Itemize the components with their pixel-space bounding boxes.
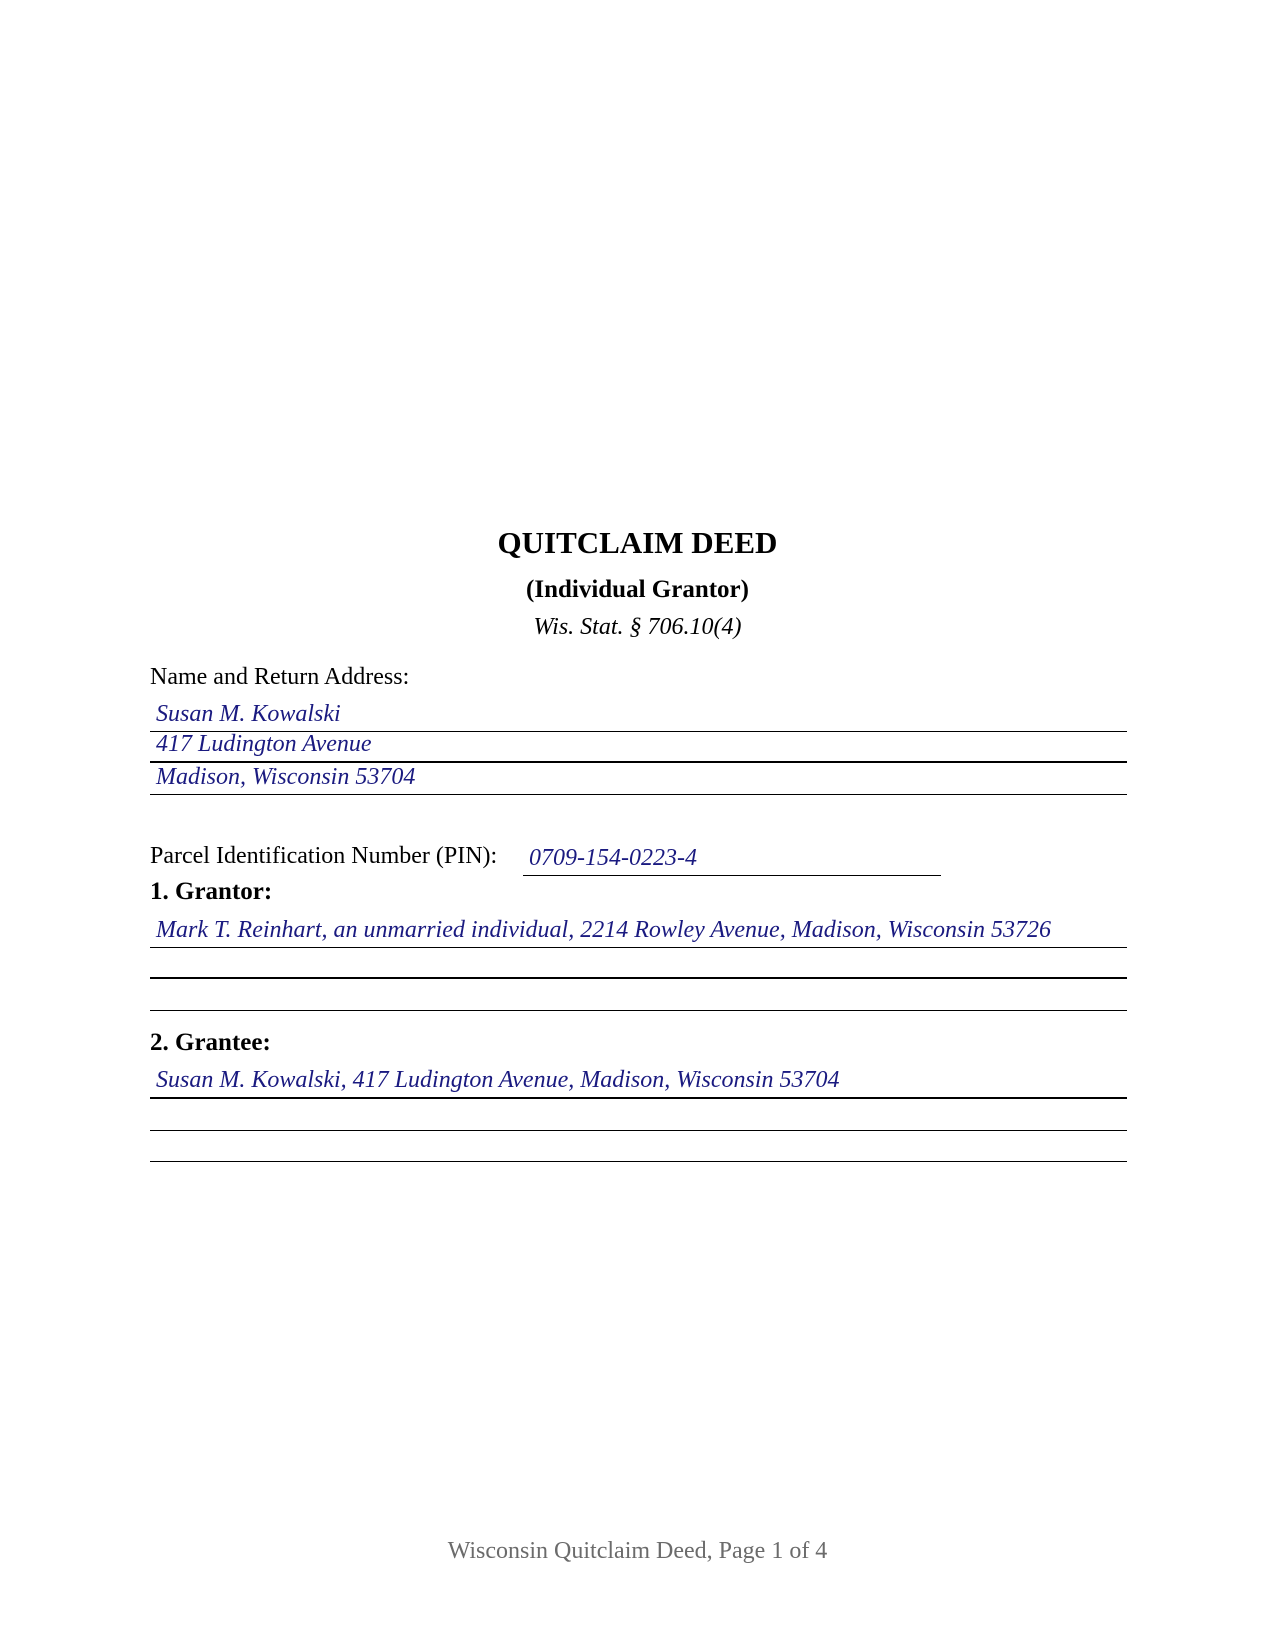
grantee-line-1[interactable] xyxy=(150,1068,1127,1099)
page-footer: Wisconsin Quitclaim Deed, Page 1 of 4 xyxy=(447,1538,828,1564)
grantee-line-2[interactable] xyxy=(150,1100,1127,1131)
return-address-name: Susan M. Kowalski xyxy=(156,701,341,727)
return-address-line-3[interactable] xyxy=(150,764,1127,795)
grantor-name-address: Mark T. Reinhart, an unmarried individual, 2214 Rowley Avenue, Madison, Wisconsin 53726 xyxy=(156,917,1052,943)
grantee-name-address: Susan M. Kowalski, 417 Ludington Avenue, Madison, Wisconsin 53704 xyxy=(156,1067,840,1093)
grantee-line-3[interactable] xyxy=(150,1131,1127,1162)
grantor-line-3[interactable] xyxy=(150,980,1127,1011)
return-address-label: Name and Return Address: xyxy=(150,664,410,690)
return-address-line-2[interactable] xyxy=(150,732,1127,763)
pin-field[interactable] xyxy=(523,845,941,876)
return-address-street: 417 Ludington Avenue xyxy=(156,731,372,757)
grantor-heading: 1. Grantor: xyxy=(150,878,273,905)
grantor-line-2[interactable] xyxy=(150,948,1127,979)
statute-citation: Wis. Stat. § 706.10(4) xyxy=(533,614,742,640)
grantor-line-1[interactable] xyxy=(150,917,1127,948)
pin-label: Parcel Identification Number (PIN): xyxy=(150,843,498,869)
return-address-city: Madison, Wisconsin 53704 xyxy=(156,764,416,790)
pin-value: 0709-154-0223-4 xyxy=(529,845,697,871)
grantee-heading: 2. Grantee: xyxy=(150,1029,271,1056)
document-subtitle: (Individual Grantor) xyxy=(526,576,749,603)
return-address-line-1[interactable] xyxy=(150,701,1127,732)
document-title: QUITCLAIM DEED xyxy=(497,525,778,560)
